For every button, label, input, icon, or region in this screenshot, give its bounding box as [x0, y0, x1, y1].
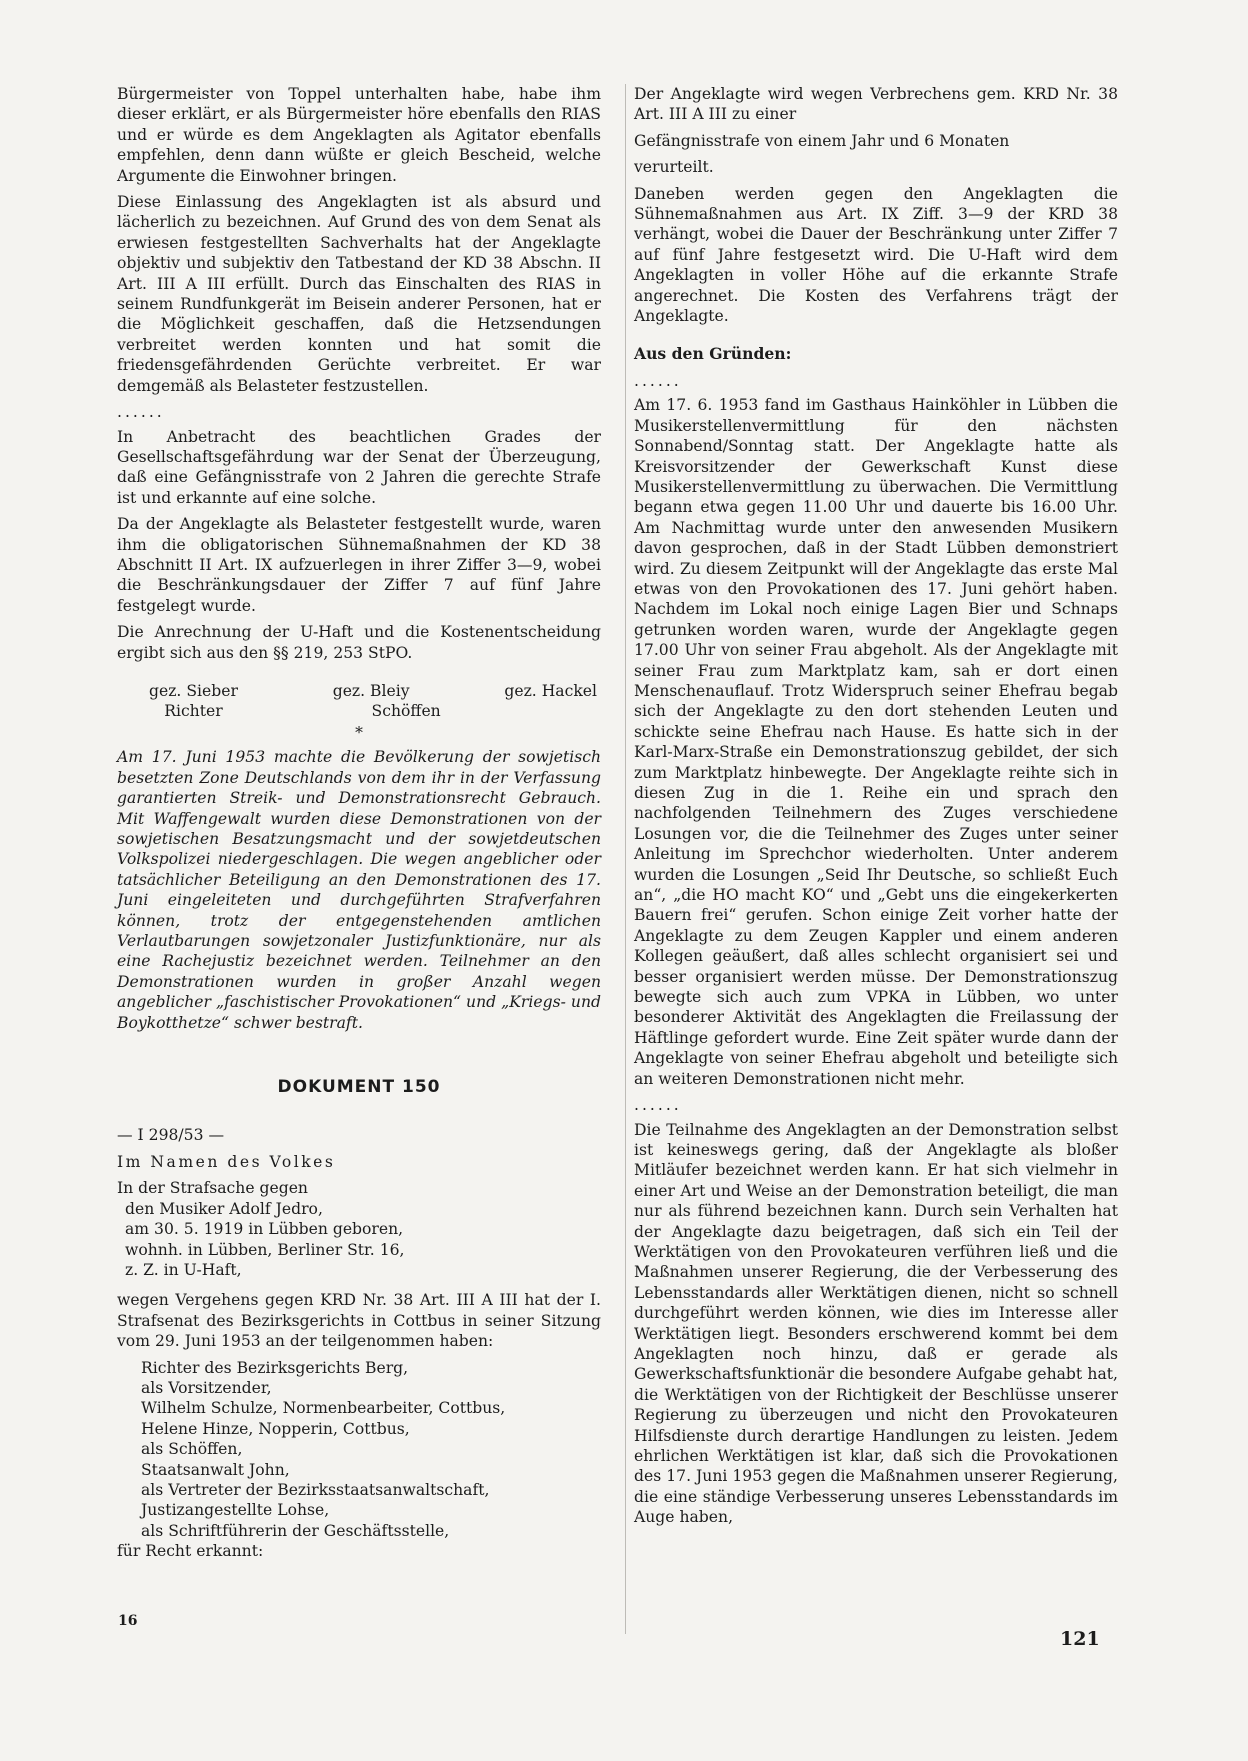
signature-name: gez. Sieber	[149, 681, 238, 700]
signature-role: Richter	[164, 701, 223, 720]
column-divider	[625, 84, 626, 1634]
defendant-line: wohnh. in Lübben, Berliner Str. 16,	[125, 1240, 405, 1259]
paragraph: Da der Angeklagte als Belasteter festgestellt wurde, waren ihm die obligatorischen Sühnemaßnahmen der KD 38 Abschnitt II Art. IX aufzuerlegen in ihrer Ziffer 3—9, wobei die Beschränkungsdauer der Ziffer 7 auf fünf Jahre festgelegt wurde.	[117, 515, 601, 615]
court-line: Richter des Bezirksgerichts Berg,	[141, 1358, 409, 1377]
court-line: Staatsanwalt John,	[141, 1460, 290, 1479]
signature-name: gez. Hackel	[504, 681, 597, 700]
paragraph: wegen Vergehens gegen KRD Nr. 38 Art. III A III hat der I. Strafsenat des Bezirksgerichts in Cottbus in seiner Sitzung vom 29. Juni 1953 an der teilgenommen haben:	[117, 1291, 601, 1351]
defendant-line: am 30. 5. 1919 in Lübben geboren,	[125, 1220, 404, 1239]
paragraph: Am 17. 6. 1953 fand im Gasthaus Hainköhler in Lübben die Musikerstellenvermittlung für den nächsten Sonnabend/Sonntag statt. Der Angeklagte hatte als Kreisvorsitzender der Gewerkschaft Kunst diese Musikerstellenvermittlung zu überwachen. Die Vermittlung begann etwa gegen 11.00 Uhr und dauerte bis 16.00 Uhr. Am Nachmittag wurde unter den anwesenden Musikern davon gesprochen, daß in der Stadt Lübben demonstriert wird. Zu diesem Zeitpunkt will der Angeklagte das erste Mal etwas von den Provokationen des 17. Juni gehört haben. Nachdem im Lokal noch einige Lagen Bier und Schnaps getrunken worden waren, wurde der Angeklagte gegen 17.00 Uhr von seiner Frau abgeholt. Als der Angeklagte mit seiner Frau zum Marktplatz kam, sah er dort einen Menschenauflauf. Trotz Widerspruch seiner Ehefrau begab sich der Angeklagte zu den dort stehenden Leuten und schickte seine Ehefrau nach Hause. Es hatte sich in der Karl-Marx-Straße ein Demonstrationszug gebildet, der sich zum Marktplatz hinbewegte. Der Angeklagte reihte sich in diesen Zug in die 1. Reihe ein und sprach den nachfolgenden Teilnehmern des Zuges verschiedene Losungen vor, die die Teilnehmer des Zuges unter seiner Anleitung im Sprechchor wiederholten. Unter anderem wurden die Losungen „Seid Ihr Deutsche, so schließt Euch an“, „die HO macht KO“ und „Gebt uns die eingekerkerten Bauern frei“ gerufen. Schon einige Zeit vorher hatte der Angeklagte zu dem Zeugen Kappler und einem anderen Kollegen geäußert, daß alles schlecht organisiert sei und besser organisiert werden müsse. Der Demonstrationszug bewegte sich auch zum VPKA in Lübben, wo unter besonderer Aktivität des Angeklagten die Freilassung der Häftlinge gefordert wurde. Eine Zeit später wurde dann der Angeklagte von seiner Ehefrau abgeholt und beteiligte sich an weiteren Demonstrationen nicht mehr.	[634, 396, 1118, 1088]
paragraph: Daneben werden gegen den Angeklagten die Sühnemaßnahmen aus Art. IX Ziff. 3—9 der KRD 38 verhängt, wobei die Dauer der Beschränkung unter Ziffer 7 auf fünf Jahre festgesetzt wird. Die U-Haft wird dem Angeklagten in voller Höhe auf die erkannte Strafe angerechnet. Die Kosten des Verfahrens trägt der Angeklagte.	[634, 184, 1118, 326]
court-line: Helene Hinze, Nopperin, Cottbus,	[141, 1419, 410, 1438]
defendant-line: z. Z. in U-Haft,	[125, 1260, 242, 1279]
verdict-text: Der Angeklagte wird wegen Verbrechens gem. KRD Nr. 38 Art. III A III zu einer	[634, 85, 1118, 124]
page-number: 121	[1060, 1628, 1100, 1650]
court-line: als Vorsitzender,	[141, 1378, 272, 1397]
defendant-details	[117, 1199, 601, 1281]
court-line: Wilhelm Schulze, Normenbearbeiter, Cottbus,	[141, 1399, 506, 1418]
paragraph: Bürgermeister von Toppel unterhalten habe, habe ihm dieser erklärt, er als Bürgermeister höre ebenfalls den RIAS und er würde es dem Angeklagten als Agitator ebenfalls empfehlen, denn dann wüßte er gleich Bescheid, welche Argumente die Einwohner bringen.	[117, 85, 601, 185]
case-number: — I 298/53 —	[117, 1126, 225, 1145]
verdict-sentence: Gefängnisstrafe von einem Jahr und 6 Monaten	[634, 131, 1010, 150]
editorial-note: Am 17. Juni 1953 machte die Bevölkerung der sowjetisch besetzten Zone Deutschlands von dem ihr in der Verfassung garantierten Streik- und Demonstrationsrecht Gebrauch. Mit Waffengewalt wurden diese Demonstrationen von der sowjetischen Besatzungsmacht und der sowjetdeutschen Volkspolizei niedergeschlagen. Die wegen angeblicher oder tatsächlicher Beteiligung an den Demonstrationen des 17. Juni eingeleiteten und durchgeführten Strafverfahren können, trotz der entgegenstehenden amtlichen Verlautbarungen sowjetzonaler Justizfunktionäre, nur als eine Rachejustiz bezeichnet werden. Teilnehmer an den Demonstrationen wurden in großer Anzahl wegen angeblicher „faschistischer Provokationen“ und „Kriegs- und Boykotthetze“ schwer bestraft.	[117, 748, 601, 1032]
signature-block	[117, 681, 601, 721]
section-star: *	[355, 723, 363, 742]
court-line: als Schriftführerin der Geschäftsstelle,	[141, 1521, 450, 1540]
section-heading: Aus den Gründen:	[634, 344, 792, 364]
paragraph: Die Anrechnung der U-Haft und die Kostenentscheidung ergibt sich aus den §§ 219, 253 StPO.	[117, 623, 601, 662]
defendant-line: den Musiker Adolf Jedro,	[125, 1199, 323, 1218]
document-heading: DOKUMENT 150	[277, 1077, 441, 1098]
ellipsis-separator: ......	[117, 403, 165, 422]
footer-left-number: 16	[118, 1613, 138, 1629]
signature-lay-judge	[302, 681, 441, 721]
signature-role: Schöffen	[371, 701, 441, 720]
case-intro: In der Strafsache gegen	[117, 1179, 308, 1198]
court-composition	[117, 1358, 601, 1542]
paragraph: Diese Einlassung des Angeklagten ist als absurd und lächerlich zu bezeichnen. Auf Grund des von dem Senat als erwiesen festgestellten Sachverhalts hat der Angeklagte objektiv und subjektiv den Tatbestand der KD 38 Abschn. II Art. III A III erfüllt. Durch das Einschalten des RIAS in seinem Rundfunkgerät im Beisein anderer Personen, hat er die Möglichkeit geschaffen, daß die Hetzsendungen verbreitet werden konnten und hat somit die friedensgefährdenden Gerüchte verbreitet. Er war demgemäß als Belasteter festzustellen.	[117, 193, 601, 395]
court-line: als Vertreter der Bezirksstaatsanwaltschaft,	[141, 1480, 490, 1499]
paragraph: Die Teilnahme des Angeklagten an der Demonstration selbst ist keineswegs gering, daß der Angeklagte als bloßer Mitläufer bezeichnet werden kann. Er hat sich vielmehr in einer Art und Weise an der Demonstration beteiligt, die man nur als führend bezeichnen kann. Durch sein Verhalten hat der Angeklagte dazu beigetragen, daß sich ein Teil der Werktätigen von den Provokateuren verführen ließ und die Maßnahmen unserer Regierung, die der Verbesserung des Lebensstandards aller Werktätigen dienen, nicht so schnell durchgeführt werden können, wie dies im Interesse aller Werktätigen liegt. Besonders erschwerend kommt bei dem Angeklagten noch hinzu, daß er gerade als Gewerkschaftsfunktionär die besondere Aufgabe gehabt hat, die Werktätigen von der Richtigkeit der Beschlüsse unserer Regierung zu überzeugen und nicht den Provokateuren Hilfsdienste durch derartige Handlungen zu leisten. Jedem ehrlichen Werktätigen ist klar, daß sich die Provokationen des 17. Juni 1953 gegen die Maßnahmen unserer Regierung, die eine ständige Verbesserung unseres Lebensstandards im Auge haben,	[634, 1120, 1118, 1527]
verdict-intro: für Recht erkannt:	[117, 1542, 264, 1561]
court-line: Justizangestellte Lohse,	[141, 1501, 330, 1520]
verdict-formula: Im Namen des Volkes	[117, 1152, 336, 1171]
right-column	[634, 84, 1118, 1534]
left-column	[117, 84, 601, 1568]
signature-name: gez. Bleiy	[332, 681, 410, 700]
court-line: als Schöffen,	[141, 1440, 243, 1459]
verdict-text: verurteilt.	[634, 158, 714, 177]
ellipsis-separator: ......	[634, 1096, 682, 1115]
paragraph: In Anbetracht des beachtlichen Grades der Gesellschaftsgefährdung war der Senat der Überzeugung, daß eine Gefängnisstrafe von 2 Jahren die gerechte Strafe ist und erkannte auf eine solche.	[117, 427, 601, 507]
ellipsis-separator: ......	[634, 371, 682, 390]
signature-judge	[149, 681, 238, 721]
signature-lay-judge-2	[504, 681, 597, 721]
